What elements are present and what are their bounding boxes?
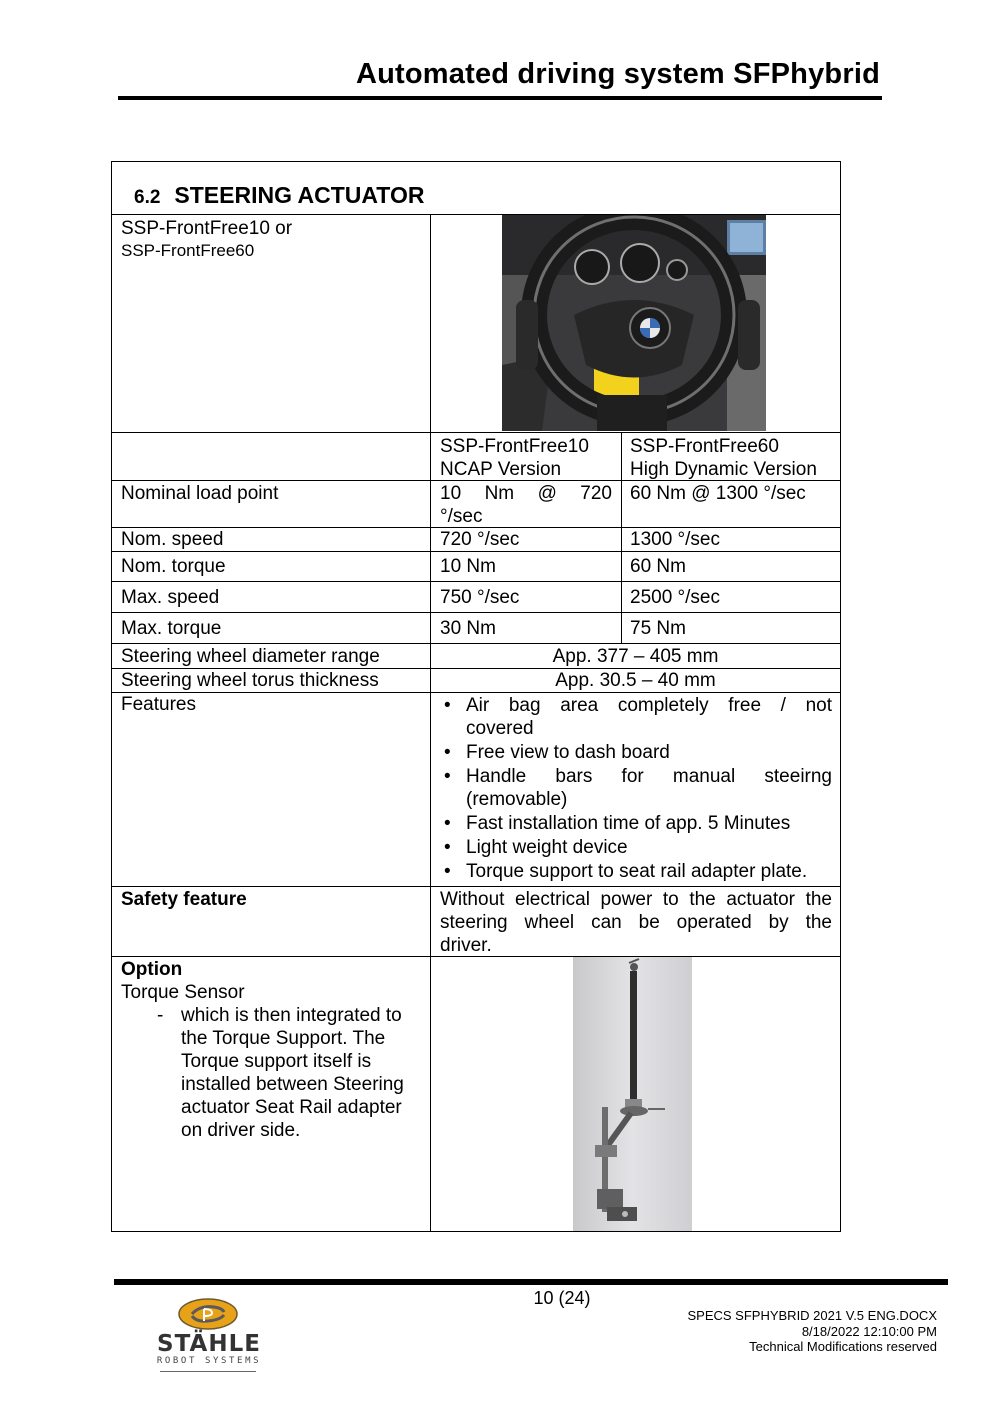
product-name-1: SSP-FrontFree10 or	[121, 218, 293, 239]
section-number: 6.2	[134, 187, 161, 208]
nom-speed-ff60: 1300 °/sec	[630, 529, 720, 550]
row-label-torus-thickness: Steering wheel torus thickness	[121, 670, 379, 691]
torque-support-photo	[573, 957, 692, 1231]
option-line: installed between Steering	[181, 1074, 404, 1095]
row-divider	[112, 886, 840, 887]
option-line: actuator Seat Rail adapter	[181, 1097, 402, 1118]
nom-torque-ff10: 10 Nm	[440, 556, 496, 577]
row-label-safety-feature: Safety feature	[121, 889, 247, 910]
safety-text-line: steering wheel can be operated by the	[440, 912, 832, 933]
row-divider	[112, 612, 840, 613]
column-header-ff10-version: NCAP Version	[440, 459, 562, 480]
row-label-diameter-range: Steering wheel diameter range	[121, 646, 380, 667]
row-divider	[112, 581, 840, 582]
section-heading	[134, 182, 424, 209]
feature-item	[440, 860, 832, 883]
column-divider	[621, 432, 622, 643]
footer-rule	[114, 1279, 948, 1285]
document-info	[687, 1308, 937, 1355]
column-header-ff60	[630, 435, 840, 481]
diameter-range-value: App. 377 – 405 mm	[552, 646, 719, 667]
max-speed-ff60: 2500 °/sec	[630, 587, 720, 608]
logo-subtitle: ROBOT SYSTEMS	[156, 1356, 262, 1366]
row-divider	[112, 432, 840, 433]
row-label-nom-torque: Nom. torque	[121, 556, 226, 577]
feature-item	[440, 741, 832, 764]
nominal-load-point-ff10-unit: °/sec	[440, 506, 483, 527]
feature-item	[440, 765, 832, 811]
option-line: which is then integrated to	[181, 1005, 402, 1026]
product-names	[121, 217, 421, 262]
column-divider	[430, 214, 431, 1232]
option-detail	[121, 1004, 426, 1142]
header-rule	[118, 96, 882, 100]
document-filename: SPECS SFPHYBRID 2021 V.5 ENG.DOCX	[687, 1308, 937, 1323]
feature-item	[440, 694, 832, 740]
logo-wordmark: STÄHLE	[157, 1331, 261, 1357]
column-header-ff60-model: SSP-FrontFree60	[630, 436, 779, 457]
row-label-max-speed: Max. speed	[121, 587, 220, 608]
product-name-2: SSP-FrontFree60	[121, 241, 255, 260]
feature-text: • Air bag area completely free / not	[466, 695, 832, 716]
column-header-ff60-version: High Dynamic Version	[630, 459, 817, 480]
document-date: 8/18/2022 12:10:00 PM	[801, 1323, 937, 1339]
safety-feature-text	[440, 888, 832, 957]
feature-text: • Light weight device	[466, 837, 628, 858]
section-title: STEERING ACTUATOR	[174, 182, 425, 208]
option-sublabel: Torque Sensor	[121, 982, 245, 1003]
option-line: Torque support itself is	[181, 1051, 372, 1072]
row-label-nominal-load-point: Nominal load point	[121, 483, 279, 504]
column-header-ff10	[440, 435, 616, 481]
nom-speed-ff10: 720 °/sec	[440, 529, 520, 550]
option-label: Option	[121, 959, 183, 980]
spec-table	[111, 161, 841, 1232]
torus-thickness-value: App. 30.5 – 40 mm	[555, 670, 716, 691]
page-number: 10 (24)	[533, 1288, 591, 1308]
feature-text: • Free view to dash board	[466, 742, 670, 763]
row-label-features: Features	[121, 694, 196, 715]
stahle-logo	[134, 1297, 284, 1377]
modification-note: Technical Modifications reserved	[749, 1339, 937, 1354]
steering-actuator-photo	[502, 215, 766, 431]
safety-text-line: Without electrical power to the actuator the	[440, 889, 832, 910]
safety-text-line: driver.	[440, 935, 492, 956]
document-title: Automated driving system SFPhybrid	[355, 58, 880, 90]
feature-item	[440, 812, 832, 835]
feature-text: • Fast installation time of app. 5 Minutes	[466, 813, 791, 834]
max-torque-ff60: 75 Nm	[630, 618, 686, 639]
nominal-load-point-ff10-value: 10 Nm @ 720	[440, 483, 612, 504]
feature-text: • Torque support to seat rail adapter plate.	[466, 861, 808, 882]
row-divider	[112, 643, 840, 644]
max-speed-ff10: 750 °/sec	[440, 587, 520, 608]
option-line: the Torque Support. The	[181, 1028, 386, 1049]
max-torque-ff10: 30 Nm	[440, 618, 496, 639]
feature-text: • Handle bars for manual steeirng	[466, 766, 832, 787]
feature-text: (removable)	[466, 789, 568, 810]
feature-text: covered	[466, 718, 534, 739]
nom-torque-ff60: 60 Nm	[630, 556, 686, 577]
features-list	[440, 694, 832, 883]
column-header-ff10-model: SSP-FrontFree10	[440, 436, 589, 457]
option-line: on driver side.	[181, 1120, 301, 1141]
nominal-load-point-ff10	[440, 482, 612, 528]
feature-item	[440, 836, 832, 859]
row-divider	[112, 551, 840, 552]
row-label-max-torque: Max. torque	[121, 618, 222, 639]
logo-emblem-icon	[134, 1297, 284, 1331]
option-description	[121, 958, 426, 1142]
logo-underline	[160, 1371, 256, 1372]
option-dash: -	[157, 1005, 164, 1026]
row-label-nom-speed: Nom. speed	[121, 529, 224, 550]
nominal-load-point-ff60: 60 Nm @ 1300 °/sec	[630, 483, 806, 504]
